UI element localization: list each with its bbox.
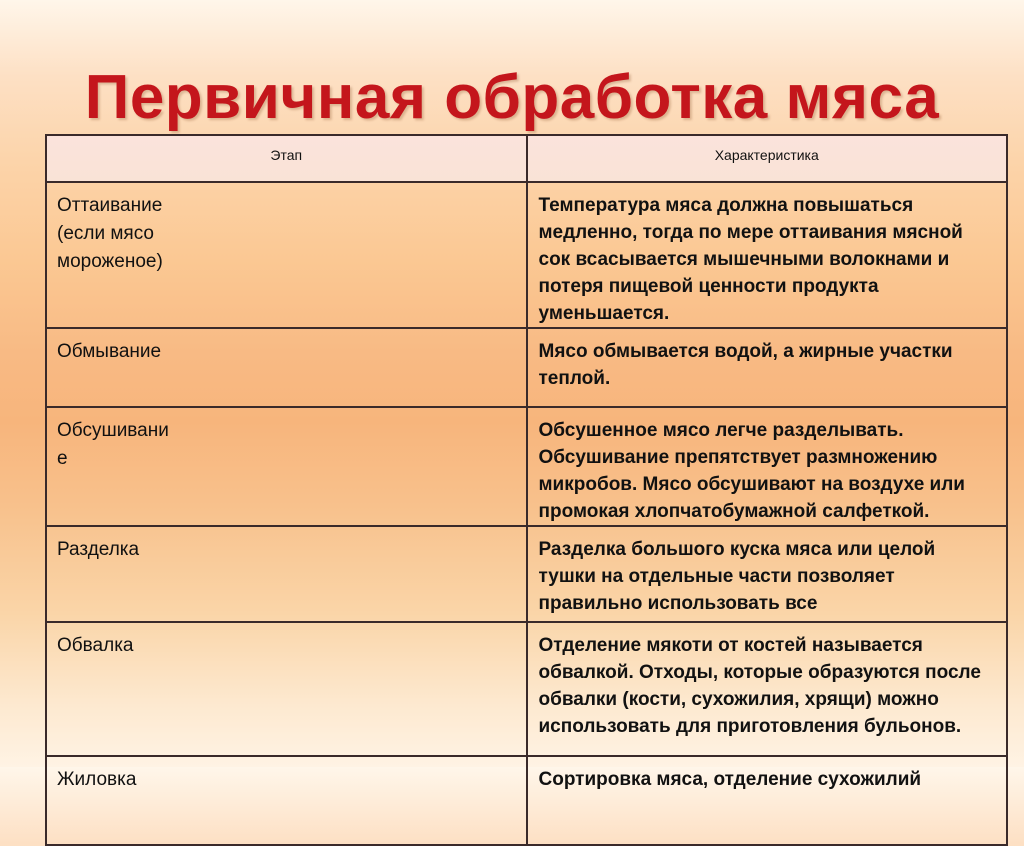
- slide-title: Первичная обработка мяса: [84, 63, 940, 132]
- stage-label: Обмывание: [57, 341, 162, 362]
- stage-description: Разделка большого куска мяса или целой тушки на отдельные части позволяет правильно использовать все: [527, 526, 1008, 622]
- stage-description: Сортировка мяса, отделение сухожилий: [527, 756, 1008, 845]
- stage-description: Отделение мякоти от костей называется обвалкой. Отходы, которые образуются после обвалки (кости, сухожилия, хрящи) можно использовать для приготовления бульонов.: [527, 622, 1008, 756]
- stage-label: Жиловка: [57, 769, 137, 790]
- stage-cell: [46, 622, 527, 756]
- header-characteristic: Характеристика: [527, 135, 1008, 182]
- table-row: [46, 182, 1007, 328]
- stage-cell: [46, 407, 527, 526]
- stage-label: Обвалка: [57, 635, 134, 656]
- stage-cell: [46, 328, 527, 407]
- table-row: [46, 328, 1007, 407]
- processing-stages-table: [45, 134, 1008, 846]
- stage-cell: [46, 756, 527, 845]
- stage-description: Мясо обмывается водой, а жирные участки теплой.: [527, 328, 1008, 407]
- table-row: [46, 622, 1007, 756]
- header-stage: Этап: [46, 135, 527, 182]
- table-row: [46, 407, 1007, 526]
- stage-label-wrap: е: [57, 448, 68, 469]
- table-header-row: [46, 135, 1007, 182]
- table-row: [46, 526, 1007, 622]
- stage-label-note: (если мясо: [57, 223, 155, 244]
- stage-cell: [46, 182, 527, 328]
- stage-description: Температура мяса должна повышаться медленно, тогда по мере оттаивания мясной сок всасывается мышечными волокнами и потеря пищевой ценности продукта уменьшается.: [527, 182, 1008, 328]
- stage-cell: [46, 526, 527, 622]
- stage-label: Обсушивани: [57, 420, 169, 441]
- stage-label: Разделка: [57, 539, 140, 560]
- stage-label: Оттаивание: [57, 195, 163, 216]
- stage-label-note: мороженое): [57, 251, 163, 272]
- stage-description: Обсушенное мясо легче разделывать. Обсушивание препятствует размножению микробов. Мясо обсушивают на воздухе или промокая хлопчатобумажной салфеткой.: [527, 407, 1008, 526]
- table-row: [46, 756, 1007, 845]
